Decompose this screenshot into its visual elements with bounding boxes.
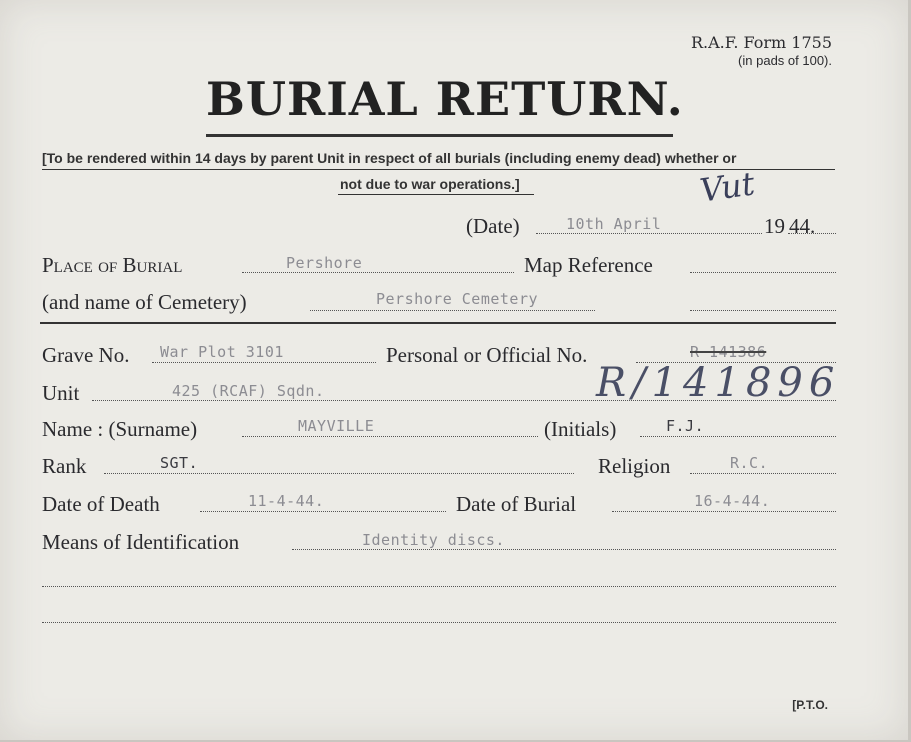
cemetery-value: Pershore Cemetery [376, 290, 539, 308]
unit-label: Unit [42, 381, 80, 405]
identification-dots [292, 549, 836, 550]
date-of-death-value: 11-4-44. [248, 492, 325, 510]
date-dots [536, 233, 762, 234]
date-of-burial-label: Date of Burial [456, 492, 577, 516]
grave-no-label: Grave No. [42, 343, 130, 367]
initials-label: (Initials) [544, 417, 617, 441]
handwritten-initial-mark: Vut [697, 164, 757, 210]
date-of-burial-value: 16-4-44. [694, 492, 771, 510]
surname-value: MAYVILLE [298, 417, 375, 435]
identification-value: Identity discs. [362, 531, 505, 549]
form-number-block [691, 34, 832, 70]
initials-dots [640, 436, 836, 437]
place-of-burial-value: Pershore [286, 254, 363, 272]
blank-line-1 [42, 586, 836, 587]
form-title: BURIAL RETURN. [206, 72, 684, 126]
blank-line-2 [42, 622, 836, 623]
pto-note: [P.T.O. [792, 698, 828, 712]
form-number: R.A.F. Form 1755 [690, 33, 832, 52]
date-label: (Date) [466, 214, 520, 238]
surname-dots [242, 436, 538, 437]
instruction-underline-2 [338, 194, 534, 195]
instruction-line-2: not due to war operations.] [340, 176, 520, 192]
religion-dots [690, 473, 836, 474]
unit-value: 425 (RCAF) Sqdn. [172, 382, 325, 400]
personal-no-label: Personal or Official No. [386, 343, 588, 367]
religion-value: R.C. [730, 454, 769, 472]
place-of-burial-label: Place of Burial [42, 253, 183, 277]
map-reference-dots [690, 272, 836, 273]
rank-label: Rank [42, 454, 87, 478]
rank-dots [104, 473, 574, 474]
date-of-death-label: Date of Death [42, 492, 160, 516]
personal-no-value: R 141386 [690, 343, 767, 361]
date-value: 10th April [566, 215, 662, 233]
handwritten-service-number: R/141896 [596, 360, 841, 406]
section-separator [40, 322, 836, 324]
date-of-death-dots [200, 511, 446, 512]
place-dots [242, 272, 514, 273]
date-of-burial-dots [612, 511, 836, 512]
year-prefix: 19 [764, 214, 785, 238]
cemetery-dots [310, 310, 595, 311]
grave-dots [152, 362, 376, 363]
pads-note: (in pads of 100). [738, 53, 832, 68]
year-suffix: 44. [789, 214, 816, 238]
identification-label: Means of Identification [42, 530, 240, 554]
cemetery-label: (and name of Cemetery) [42, 290, 247, 314]
initials-value: F.J. [666, 417, 705, 435]
religion-label: Religion [598, 454, 671, 478]
cemetery-dots-2 [690, 310, 836, 311]
instruction-line-1: [To be rendered within 14 days by parent Unit in respect of all burials (including enemy dead) whether or [42, 150, 737, 166]
rank-value: SGT. [160, 454, 199, 472]
grave-no-value: War Plot 3101 [160, 343, 284, 361]
title-underline [206, 134, 673, 137]
map-reference-label: Map Reference [524, 253, 653, 277]
surname-label: Name : (Surname) [42, 417, 198, 441]
